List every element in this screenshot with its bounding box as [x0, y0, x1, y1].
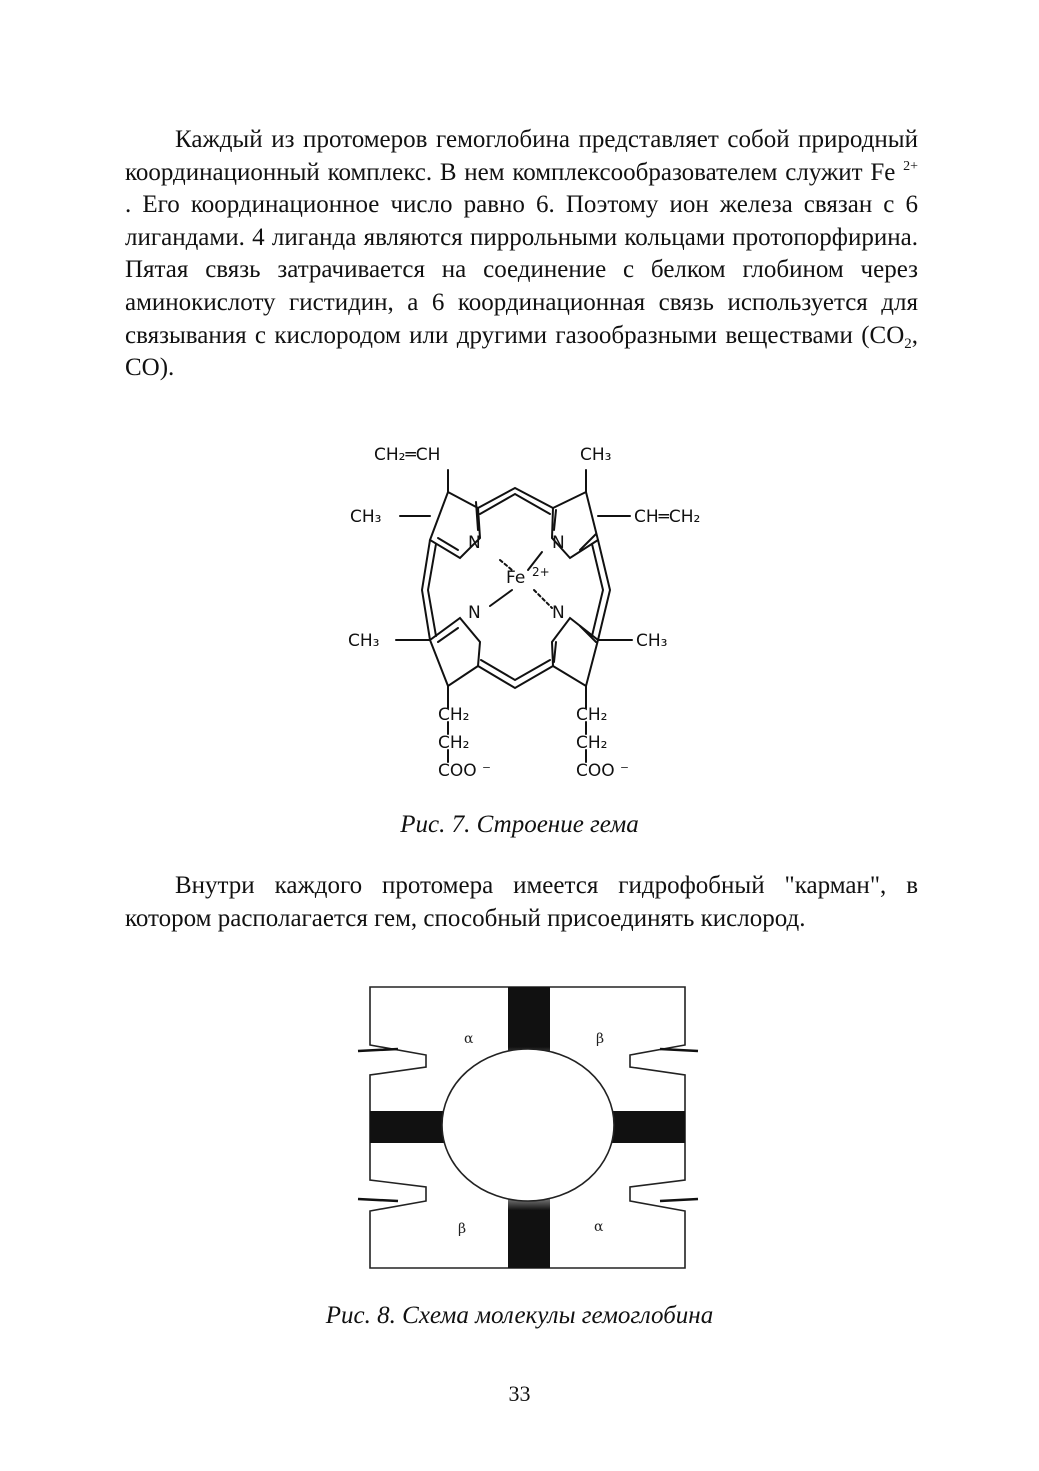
iron-label: Fe	[506, 568, 526, 588]
nitrogen-top-left: N	[468, 533, 481, 553]
page-number: 33	[508, 1381, 531, 1406]
figure-8-caption: Рис. 8. Схема молекулы гемоглобина	[325, 1302, 714, 1329]
left-chain-ch2-2: CH₂	[438, 733, 470, 753]
right-chain-ch2-2: CH₂	[576, 733, 608, 753]
figure-7-caption: Рис. 7. Строение гема	[400, 811, 639, 838]
paragraph-protomers	[125, 124, 918, 385]
paragraph-protomers-part1: Каждый из протомеров гемоглобина представляет собой природный координационный комплекс. В нем комплексообразователем служит Fe	[125, 126, 918, 186]
top-left-subunit-label: α	[464, 1031, 474, 1047]
bottom-right-methyl-label: CH₃	[636, 631, 668, 651]
iron-charge-label: 2+	[532, 565, 550, 579]
nitrogen-bottom-left: N	[468, 603, 481, 623]
top-right-subunit-label: β	[596, 1031, 605, 1047]
hemoglobin-scheme-figure	[340, 975, 710, 1280]
paragraph-hydrophobic-pocket-text: Внутри каждого протомера имеется гидрофобный "карман", в котором располагается гем, способный присоединять кислород.	[125, 872, 918, 932]
right-chain-ch2-1: CH₂	[576, 705, 608, 725]
left-chain-carboxylate: COO ⁻	[438, 761, 492, 781]
right-vinyl-label: CH═CH₂	[634, 507, 701, 527]
nitrogen-top-right: N	[552, 533, 565, 553]
nitrogen-bottom-right: N	[552, 603, 565, 623]
bottom-left-methyl-label: CH₃	[348, 631, 380, 651]
left-methyl-label: CH₃	[350, 507, 382, 527]
left-chain-ch2-1: CH₂	[438, 705, 470, 725]
iron-charge-superscript: 2+	[903, 158, 918, 174]
bottom-right-subunit-label: α	[594, 1219, 604, 1235]
top-left-vinyl-label: CH₂═CH	[374, 445, 441, 465]
heme-structure-figure	[330, 430, 760, 790]
top-right-methyl-label: CH₃	[580, 445, 612, 465]
paragraph-protomers-part2: . Его координационное число равно 6. Поэтому ион железа связан с 6 лигандами. 4 лиганда являются пиррольными кольцами протопорфирина. Пятая связь затрачивается на соединение с белком глобином через аминокислоту гистидин, а 6 координационная связь используется для связывания с кислородом или другими газообразными веществами (CO	[125, 191, 918, 349]
paragraph-protomers-part3: , CO).	[125, 321, 918, 382]
bottom-left-subunit-label: β	[458, 1221, 467, 1237]
co2-subscript: 2	[904, 335, 912, 352]
paragraph-hydrophobic-pocket	[125, 870, 918, 935]
right-chain-carboxylate: COO ⁻	[576, 761, 630, 781]
